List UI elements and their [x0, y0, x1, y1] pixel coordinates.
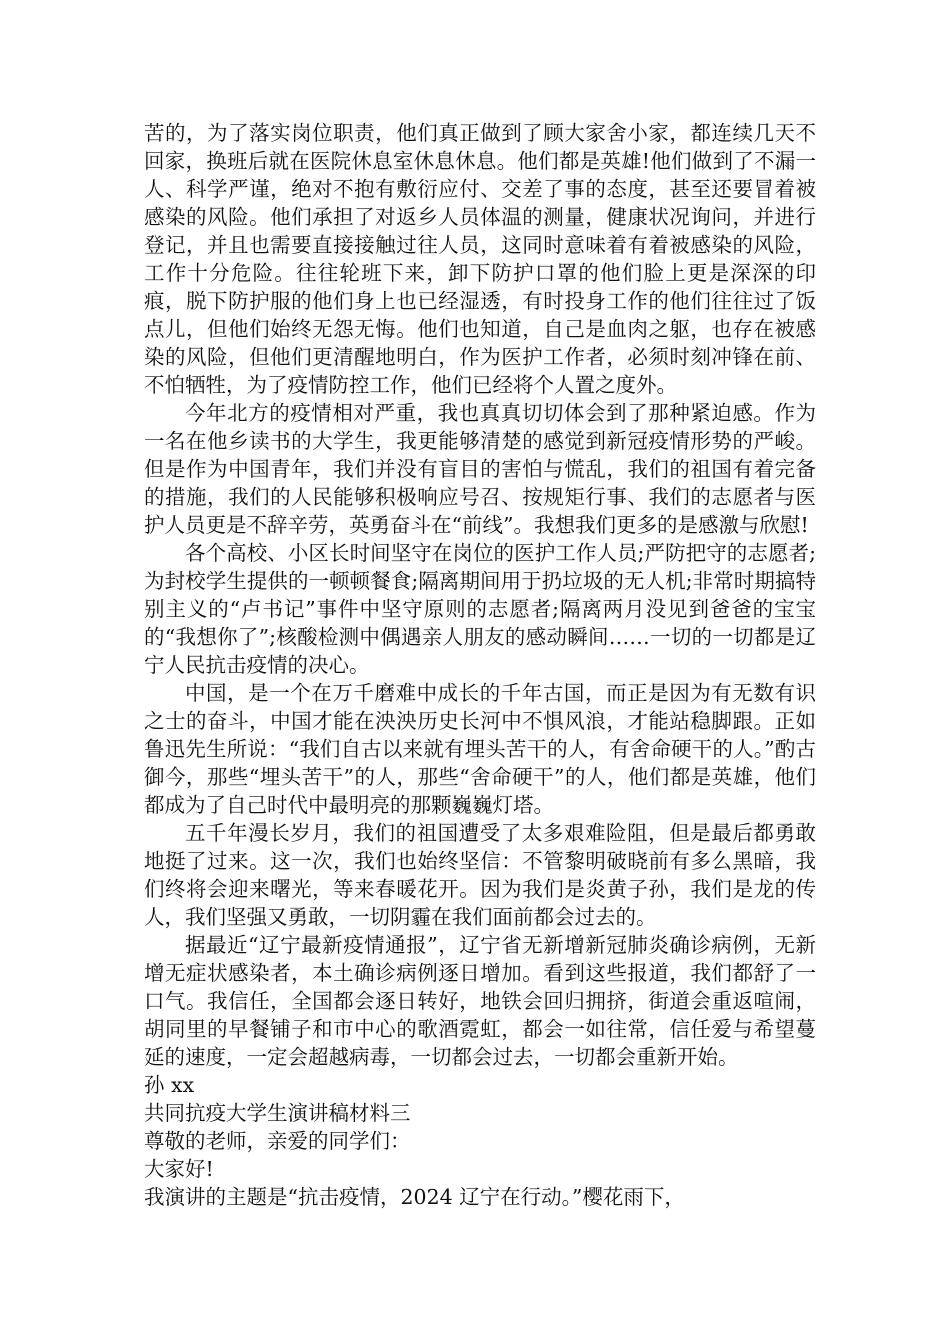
paragraph-five-thousand-years: 五千年漫长岁月，我们的祖国遭受了太多艰难险阻，但是最后都勇敢地挺了过来。这一次，我们也始终坚信：不管黎明破晓前有多么黑暗，我们终将会迎来曙光，等来春暖花开。因为我们是炎黄子孙，我们是龙的传人，我们坚强又勇敢，一切阴霾在我们面前都会过去的。: [144, 821, 816, 929]
section-title: 共同抗疫大学生演讲稿材料三: [144, 1101, 411, 1125]
paragraph-speech-theme: 我演讲的主题是“抗击疫情，2024 辽宁在行动。”樱花雨下，: [144, 1185, 685, 1209]
paragraph-latest-report: 据最近“辽宁最新疫情通报”，辽宁省无新增新冠肺炎确诊病例，无新增无症状感染者，本土确诊病例逐日增加。看到这些报道，我们都舒了一口气。我信任，全国都会逐日转好，地铁会回归拥挤，街道会重返喧闹，胡同里的早餐铺子和市中心的歌酒霓虹，都会一如往常，信任爱与希望蔓延的速度，一定会超越病毒，一切都会过去，一切都会重新开始。: [144, 933, 816, 1069]
author-name: 孙 xx: [144, 1073, 195, 1097]
salutation: 尊敬的老师，亲爱的同学们：: [144, 1129, 411, 1153]
paragraph-continuation: 苦的，为了落实岗位职责，他们真正做到了顾大家舍小家，都连续几天不回家，换班后就在医院休息室休息休息。他们都是英雄!他们做到了不漏一人、科学严谨，绝对不抱有敷衍应付、交差了事的态度，甚至还要冒着被感染的风险。他们承担了对返乡人员体温的测量，健康状况询问，并进行登记，并且也需要直接接触过往人员，这同时意味着有着被感染的风险，工作十分危险。往往轮班下来，卸下防护口罩的他们脸上更是深深的印痕，脱下防护服的他们身上也已经湿透，有时投身工作的他们往往过了饭点儿，但他们始终无怨无悔。他们也知道，自己是血肉之躯，也存在被感染的风险，但他们更清醒地明白，作为医护工作者，必须时刻冲锋在前、不怕牺牲，为了疫情防控工作，他们已经将个人置之度外。: [144, 121, 816, 397]
paragraph-china-heroes: 中国，是一个在万千磨难中成长的千年古国，而正是因为有无数有识之士的奋斗，中国才能在泱泱历史长河中不惧风浪，才能站稳脚跟。正如鲁迅先生所说：“我们自古以来就有埋头苦干的人，有舍命硬干的人。”酌古御今，那些“埋头苦干”的人，那些“舍命硬干”的人，他们都是英雄，他们都成为了自己时代中最明亮的那颗巍巍灯塔。: [144, 681, 816, 817]
document-body: [144, 119, 816, 1211]
paragraph-frontline-examples: 各个高校、小区长时间坚守在岗位的医护工作人员;严防把守的志愿者;为封校学生提供的一顿顿餐食;隔离期间用于扔垃圾的无人机;非常时期搞特别主义的“卢书记”事件中坚守原则的志愿者;隔离两月没见到爸爸的宝宝的“我想你了”;核酸检测中偶遇亲人朋友的感动瞬间……一切的一切都是辽宁人民抗击疫情的决心。: [144, 541, 816, 677]
paragraph-northern-epidemic: 今年北方的疫情相对严重，我也真真切切体会到了那种紧迫感。作为一名在他乡读书的大学生，我更能够清楚的感觉到新冠疫情形势的严峻。但是作为中国青年，我们并没有盲目的害怕与慌乱，我们的祖国有着完备的措施，我们的人民能够积极响应号召、按规矩行事、我们的志愿者与医护人员更是不辞辛劳，英勇奋斗在“前线”。我想我们更多的是感激与欣慰!: [144, 401, 816, 537]
greeting: 大家好!: [144, 1157, 214, 1181]
